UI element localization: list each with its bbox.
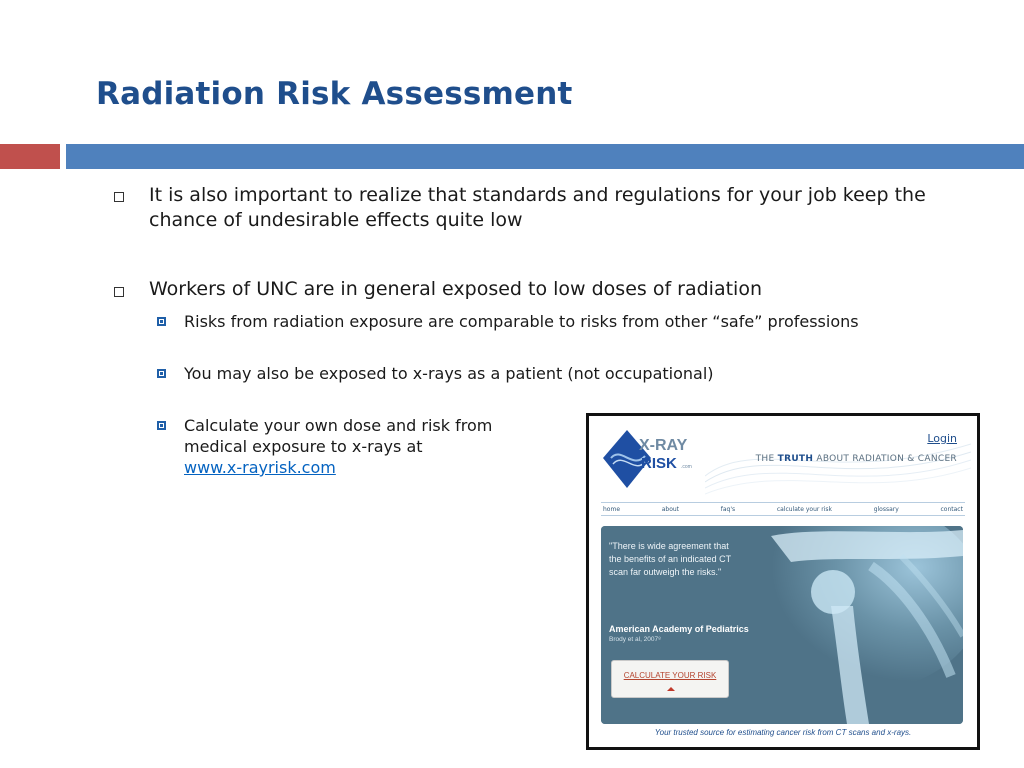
hero-quote: "There is wide agreement that the benefits of an indicated CT scan far outweigh the risks." [609, 541, 731, 577]
slide-title: Radiation Risk Assessment [96, 76, 573, 112]
nav-contact[interactable]: contact [940, 505, 963, 513]
bullet-square-icon [114, 287, 124, 297]
site-tagline: THE TRUTH ABOUT RADIATION & CANCER [755, 454, 957, 464]
quote-organization: American Academy of Pediatrics [609, 624, 749, 634]
bullet-workers-unc: Workers of UNC are in general exposed to low doses of radiation [149, 278, 763, 300]
svg-text:RISK: RISK [641, 455, 677, 472]
bullet-square-icon [114, 192, 124, 202]
quote-citation: Brody et al, 2007⁸ [609, 636, 661, 643]
xrayrisk-logo [601, 426, 711, 496]
calculate-risk-label: CALCULATE YOUR RISK [623, 671, 717, 680]
bullet-standards: It is also important to realize that standards and regulations for your job keep the chance of undesirable effects quite low [149, 184, 926, 231]
logo-diamond-icon [601, 426, 711, 496]
title-band-blue [66, 144, 1024, 169]
nav-home[interactable]: home [603, 505, 621, 513]
site-footer-tagline: Your trusted source for estimating cancer risk from CT scans and x-rays. [654, 728, 912, 737]
calculate-risk-button[interactable] [611, 660, 729, 698]
sub-bullet-patient-exposure: You may also be exposed to x-rays as a patient (not occupational) [184, 364, 714, 383]
sub-bullet-icon [157, 421, 166, 430]
site-navbar [601, 502, 965, 516]
title-band-red [0, 144, 60, 169]
sub-bullet-icon [157, 369, 166, 378]
sub-bullet-calculate-dose [184, 415, 544, 478]
arrow-up-icon [667, 687, 675, 691]
login-link[interactable]: Login [927, 432, 957, 445]
svg-text:X-RAY: X-RAY [639, 437, 688, 454]
calculate-dose-text: Calculate your own dose and risk from medical exposure to x-rays at [184, 416, 493, 456]
xrayrisk-website-screenshot [586, 413, 980, 750]
nav-faqs[interactable]: faq's [720, 505, 736, 513]
x-rayrisk-link[interactable]: www.x-rayrisk.com [184, 458, 336, 477]
hero-banner [601, 526, 963, 724]
svg-text:.com: .com [681, 464, 692, 470]
nav-calculate-your-risk[interactable]: calculate your risk [776, 505, 832, 513]
nav-about[interactable]: about [661, 505, 680, 513]
nav-glossary[interactable]: glossary [873, 505, 899, 513]
sub-bullet-icon [157, 317, 166, 326]
sub-bullet-comparable-risk: Risks from radiation exposure are comparable to risks from other “safe” professions [184, 312, 859, 331]
